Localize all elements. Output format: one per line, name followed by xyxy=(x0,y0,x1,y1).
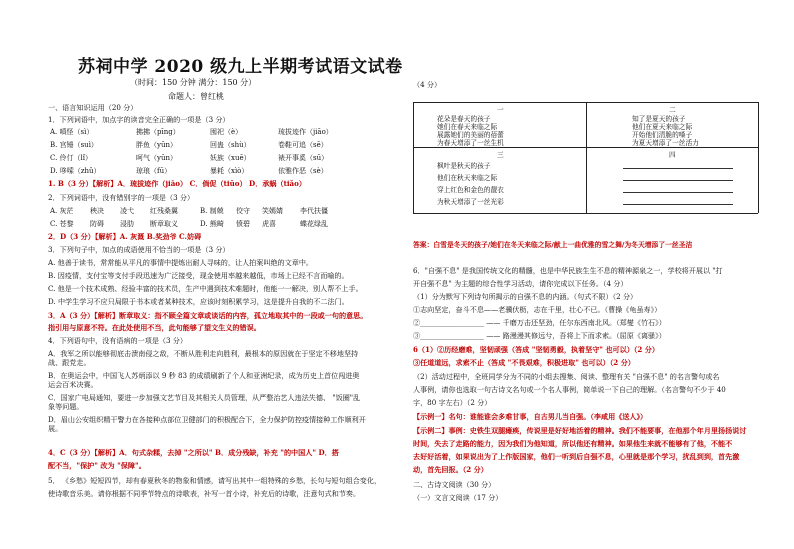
q3-option-a: A. 他善于读书，常常能从平凡的事情中提炼出耐人寻味的，让人拍案叫绝的文章中。 xyxy=(48,258,314,267)
q1-d-3: 暴耗（xìò） xyxy=(210,167,249,175)
q1-answer: 1. B（3 分）【解析】A．琉拔迹作（jiāo） C．倘促（tiǔo） D．承蜗（tiǎo） xyxy=(48,179,306,188)
q1-b-3: 回蛊（shù） xyxy=(210,141,251,149)
q3-option-d: D. 中学生学习不应只局限于书本或者某种技术，应该时刻积累学习，这是提升自我的不二法门。 xyxy=(48,297,349,306)
q2-b-1: B. 制兢 xyxy=(200,207,224,215)
q2-d-4: 蝶花绿乱 xyxy=(300,220,328,228)
q6-answer1-line2: ③任道道远，求索不止（答成 "不畏艰难，积极进取" 也可以）（2 分） xyxy=(413,358,635,367)
q2-a-3: 凌弋 xyxy=(120,207,134,215)
q5-stem-line2: 使诗歌音乐美。请你根据不同季节特点的诗歌表，补写一首小诗，补充后的诗歌，注意句式和节奏。 xyxy=(48,489,361,498)
q2-stem: 2．下列词语中，没有错别字的一项是（3 分） xyxy=(48,193,195,202)
q6-sub2-line2: 人事例，请你也选取一句古诗文名句或一个名人事例，简单说一下自己的理解。（名言警句不少于 40 xyxy=(413,385,726,394)
q4-answer-line2: 配不当，"保护" 改为 "保障"。 xyxy=(48,461,146,470)
cell3-line2: 他们在秋天来临之际 xyxy=(437,174,498,182)
q6-example1: 【示例一】名句：谁能谁会多难甘事，自古男儿当自强。（李咸用《送人》） xyxy=(413,412,648,421)
q6-sub2-line1: （2）活动过程中，全班同学分为不同的小组去搜集、阅读、整理有关 "自强不息" 的名言警句或名 xyxy=(413,372,720,381)
q1-c-3: 妖族（xuē） xyxy=(210,154,251,162)
q2-answer: 2．D（3 分）【解析】A. 灰溉 B.奖劲爷 C.妨碍 xyxy=(48,232,202,241)
q6-line3: ③__________________ —— 路漫漫其修远兮，吾将上下而求索。（屈原《离骚》） xyxy=(413,331,666,340)
cell1-line4: 为春天增添了一丝生机 xyxy=(437,139,504,147)
q3-option-b: B. 因疫情，支付宝等支付手段迅速为广泛接受，现金使用率越来越低，市场上已经不言而喻的。 xyxy=(48,271,349,280)
q4-answer-line1: 4．C（3 分）【解析】A．句式杂糅，去掉 "之所以" B．成分残缺，补充 "的中国人" D．搭 xyxy=(48,448,339,457)
q2-a-4: 红残桑翼 xyxy=(150,207,178,215)
cell2-line2: 他们在夏天来临之际 xyxy=(632,123,693,131)
cell1-line2: 她们在春天来临之际 xyxy=(437,123,498,131)
q3-answer-line2: 指引用与原意不符。在此处使用不当，此句能够了望文生义的错误。 xyxy=(48,323,261,332)
q6-intro-line2: 开自强不息" 为主题的综合性学习活动，请你完成以下任务。（4 分） xyxy=(413,279,628,288)
cell1-line1: 花朵是春天的孩子 xyxy=(437,115,491,123)
q4-option-d: D．眉山公安组织精干警力在各接种点部位卫健部门的积极配合下，全力保护防控疫情接种工作顺利开展。 xyxy=(48,415,366,433)
section1-heading: 一、语言知识运用（20 分） xyxy=(48,103,138,112)
page-title: 苏祠中学 2020 级九上半期考试语文试卷 xyxy=(78,57,403,77)
cell4-header: 四 xyxy=(669,151,676,159)
cell3-line3: 穿上红色和金色的靓衣 xyxy=(437,186,504,194)
q4-stem: 4．下列语句中，没有语病的一项是（3 分） xyxy=(48,336,187,345)
cell3-line1: 枫叶是秋天的孩子 xyxy=(437,162,491,170)
q1-d-1: D. 哆嗦（zhǔ） xyxy=(50,167,101,175)
cell4-blank-2 xyxy=(623,180,733,181)
cell1-header: 一 xyxy=(497,106,504,114)
q2-c-4: 断章取义 xyxy=(150,220,178,228)
q1-b-1: B. 宫锤（suì） xyxy=(50,141,98,149)
q1-a-4: 琉拔迹作（jiāo） xyxy=(278,128,333,136)
cell4-blank-4 xyxy=(623,204,733,205)
q6-answer1-line1: 6（1）②历经磨难，坚韧顽强（答成 "坚韧勇毅，执着坚守" 也可以）（2 分） xyxy=(413,345,659,354)
score-note: （4 分） xyxy=(413,80,442,89)
q4-option-a: A．我军之所以能够彻底击溃南侵之敌，不断从胜利走向胜利，最根本的原因就在于坚定不移地坚持战、跟党走。 xyxy=(48,349,359,367)
q6-line2: ②__________________ —— 千磨万击还坚劲，任尔东西南北风。（郑燮《竹石》） xyxy=(413,318,666,327)
cell4-blank-3 xyxy=(623,192,733,193)
q1-c-2: 呵气（yūn） xyxy=(136,154,177,162)
q2-a-1: A. 灰茫 xyxy=(50,207,74,215)
cell4-blank-1 xyxy=(623,168,733,169)
section2-heading: 二、古诗文阅读（30 分） xyxy=(413,480,496,489)
q6-line1: ①志向坚定，奋斗不息——老骥伏枥，志在千里，壮心不已。（曹操《龟虽寿》） xyxy=(413,305,662,314)
q6-example2-line1: 【示例二】事例：史铁生双腿瘫痪，传说里是好好地活着的精神。我们不能要事，在他那个年月里扬扬说讨 xyxy=(413,426,747,435)
q1-c-1: C. 伶仃（lǐ） xyxy=(50,154,93,162)
q6-sub2-line3: 字，80 字左右）（2 分） xyxy=(413,398,492,407)
q2-c-2: 防碍 xyxy=(90,220,104,228)
q2-b-4: 李代扶僵 xyxy=(300,207,328,215)
subsection-heading: （一）文言文阅读（17 分） xyxy=(413,493,503,502)
q1-a-1: A. 嗔怪（sì） xyxy=(50,128,94,136)
q1-a-3: 囤祀（è） xyxy=(210,128,243,136)
q6-sub1: （1）分为默写下列诗句所揭示的自强不息的内涵。（句式不限）（2 分） xyxy=(413,292,638,301)
q1-c-4: 裱开事奚（sū） xyxy=(278,154,329,162)
q1-a-2: 拂拂（pīng） xyxy=(136,128,180,136)
q1-b-4: 卷鞋可追（sē） xyxy=(278,141,328,149)
q1-stem: 1．下列词语中，加点字的读音完全正确的一项是（3 分） xyxy=(48,115,230,124)
q3-answer-line1: 3．A（3 分）【解析】断章取义：指不顾全篇文章或谈话的内容，孤立地取其中的一段或一句的意思。 xyxy=(48,311,368,320)
q3-option-c: C. 他是一个技术成熟、经验丰富的技术员，生产中遇到技术难题时，他能一一解决，别人帮不上手。 xyxy=(48,284,363,293)
cell2-header: 二 xyxy=(669,106,676,114)
cell2-line4: 为夏天增添了一丝活力 xyxy=(632,139,699,147)
time-line: （时间：150 分钟 满分：150 分） xyxy=(130,78,257,87)
q5-answer: 答案：白雪是冬天的孩子/她们在冬天来临之际/献上一曲优雅的雪之舞/为冬天增添了一丝圣洁 xyxy=(413,241,693,249)
q5-stem-line1: 5． 《乡愁》短短四节，却有春夏秋冬的物象和情感，请写出其中一组特殊的乡愁，长句与短句组合变化， xyxy=(48,476,382,485)
q2-c-1: C. 苍黎 xyxy=(50,220,74,228)
q2-d-3: 虎喜 xyxy=(262,220,276,228)
cell1-line3: 展露她们的美丽的蓓蕾 xyxy=(437,131,504,139)
q6-example2-line3: 去好好活着，如果说出为了上作版国家，他们一听到后自强不息，心里就是那个学习，扰乱到到，首先激 xyxy=(413,452,740,461)
q2-c-3: 浸肋 xyxy=(120,220,134,228)
q2-b-3: 笑嫣婧 xyxy=(262,207,283,215)
q6-example2-line4: 动，首先回报。（2 分） xyxy=(413,465,488,474)
q4-option-b: B．在奥运会中，中国飞人苏炳添以 9 秒 83 的成绩刷新了个人和亚洲纪录，成为历史上首位闯进奥运会百米决赛。 xyxy=(48,371,360,389)
q2-d-2: 愤碧 xyxy=(236,220,250,228)
author-line: 命题人：曾红桃 xyxy=(168,92,224,101)
q1-b-2: 胖鱼（yūn） xyxy=(136,141,177,149)
q2-d-1: D. 熊畸 xyxy=(200,220,224,228)
q1-d-4: 依雅作恶（sè） xyxy=(278,167,328,175)
q2-b-2: 佼守 xyxy=(236,207,250,215)
cell2-line1: 知了是夏天的孩子 xyxy=(632,115,686,123)
cell3-line4: 为秋天增添了一丝光彩 xyxy=(437,198,504,206)
q2-a-2: 秧决 xyxy=(90,207,104,215)
q3-stem: 3．下列句子中，加点的成语使用不恰当的一项是（3 分） xyxy=(48,245,230,254)
q4-option-c: C．国家广电局通知，要进一步加强文艺节目及其相关人员管理，从严整治艺人违法失德、 "饭圈"乱象等问题。 xyxy=(48,393,361,411)
q6-intro-line1: 6．"自强不息" 是我国传统文化的精髓，也是中华民族生生不息的精神源泉之一，学校将开展以 "打 xyxy=(413,266,723,275)
cell3-header: 三 xyxy=(497,151,504,159)
cell2-line3: 开始他们清脆的嗓子 xyxy=(632,131,693,139)
q1-d-2: 琼琅（fū） xyxy=(136,167,172,175)
q6-example2-line2: 时间，失去了走路的能力，因为我们为他知道，所以他还有精神。如果他生来就不能够有了他，不能不 xyxy=(413,439,733,448)
